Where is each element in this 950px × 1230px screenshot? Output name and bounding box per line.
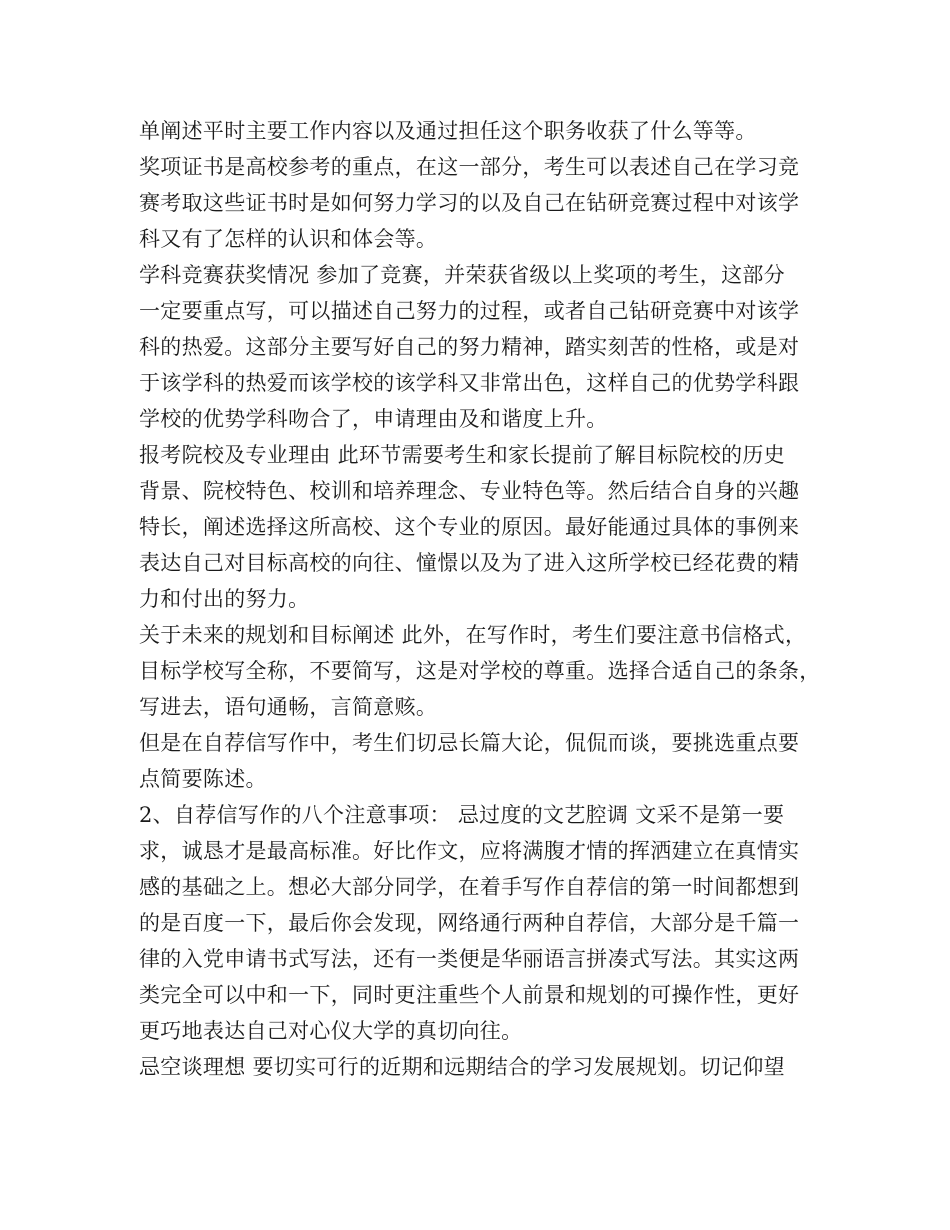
document-body (139, 113, 819, 1085)
text-line: 律的入党申请书式写法，还有一类便是华丽语言拼凑式写法。其实这两 (139, 947, 800, 971)
text-line: 报考院校及专业理由 此环节需要考生和家长提前了解目标院校的历史 (139, 443, 785, 467)
text-line: 学科竞赛获奖情况 参加了竞赛，并荣获省级以上奖项的考生，这部分 (139, 263, 785, 287)
text-line: 一定要重点写，可以描述自己努力的过程，或者自己钻研竞赛中对该学 (139, 299, 800, 323)
text-line: 求，诚恳才是最高标准。好比作文，应将满腹才情的挥洒建立在真情实 (139, 839, 800, 863)
text-line: 但是在自荐信写作中，考生们切忌长篇大论，侃侃而谈，要挑选重点要 (139, 731, 800, 755)
text-line: 2、自荐信写作的八个注意事项： 忌过度的文艺腔调 文采不是第一要 (139, 803, 785, 827)
text-line: 奖项证书是高校参考的重点，在这一部分，考生可以表述自己在学习竞 (139, 155, 800, 179)
text-line: 忌空谈理想 要切实可行的近期和远期结合的学习发展规划。切记仰望 (139, 1055, 785, 1079)
text-line: 力和付出的努力。 (139, 587, 310, 611)
text-line: 背景、院校特色、校训和培养理念、专业特色等。然后结合自身的兴趣 (139, 479, 800, 503)
text-line: 更巧地表达自己对心仪大学的真切向往。 (139, 1019, 523, 1043)
text-line: 单阐述平时主要工作内容以及通过担任这个职务收获了什么等等。 (139, 119, 757, 143)
text-line: 点简要陈述。 (139, 767, 267, 791)
text-line: 学校的优势学科吻合了，申请理由及和谐度上升。 (139, 407, 608, 431)
text-line: 的是百度一下，最后你会发现，网络通行两种自荐信，大部分是千篇一 (139, 911, 800, 935)
text-line: 目标学校写全称，不要简写，这是对学校的尊重。选择合适自己的条条， (139, 659, 821, 683)
text-line: 赛考取这些证书时是如何努力学习的以及自己在钻研竞赛过程中对该学 (139, 191, 800, 215)
text-line: 写进去，语句通畅，言简意赅。 (139, 695, 438, 719)
text-line: 感的基础之上。想必大部分同学，在着手写作自荐信的第一时间都想到 (139, 875, 800, 899)
text-line: 表达自己对目标高校的向往、憧憬以及为了进入这所学校已经花费的精 (139, 551, 800, 575)
text-line: 特长，阐述选择这所高校、这个专业的原因。最好能通过具体的事例来 (139, 515, 800, 539)
text-line: 科的热爱。这部分主要写好自己的努力精神，踏实刻苦的性格，或是对 (139, 335, 800, 359)
text-line: 关于未来的规划和目标阐述 此外，在写作时，考生们要注意书信格式， (139, 623, 807, 647)
text-line: 类完全可以中和一下，同时更注重些个人前景和规划的可操作性，更好 (139, 983, 800, 1007)
text-line: 科又有了怎样的认识和体会等。 (139, 227, 438, 251)
text-line: 于该学科的热爱而该学校的该学科又非常出色，这样自己的优势学科跟 (139, 371, 800, 395)
